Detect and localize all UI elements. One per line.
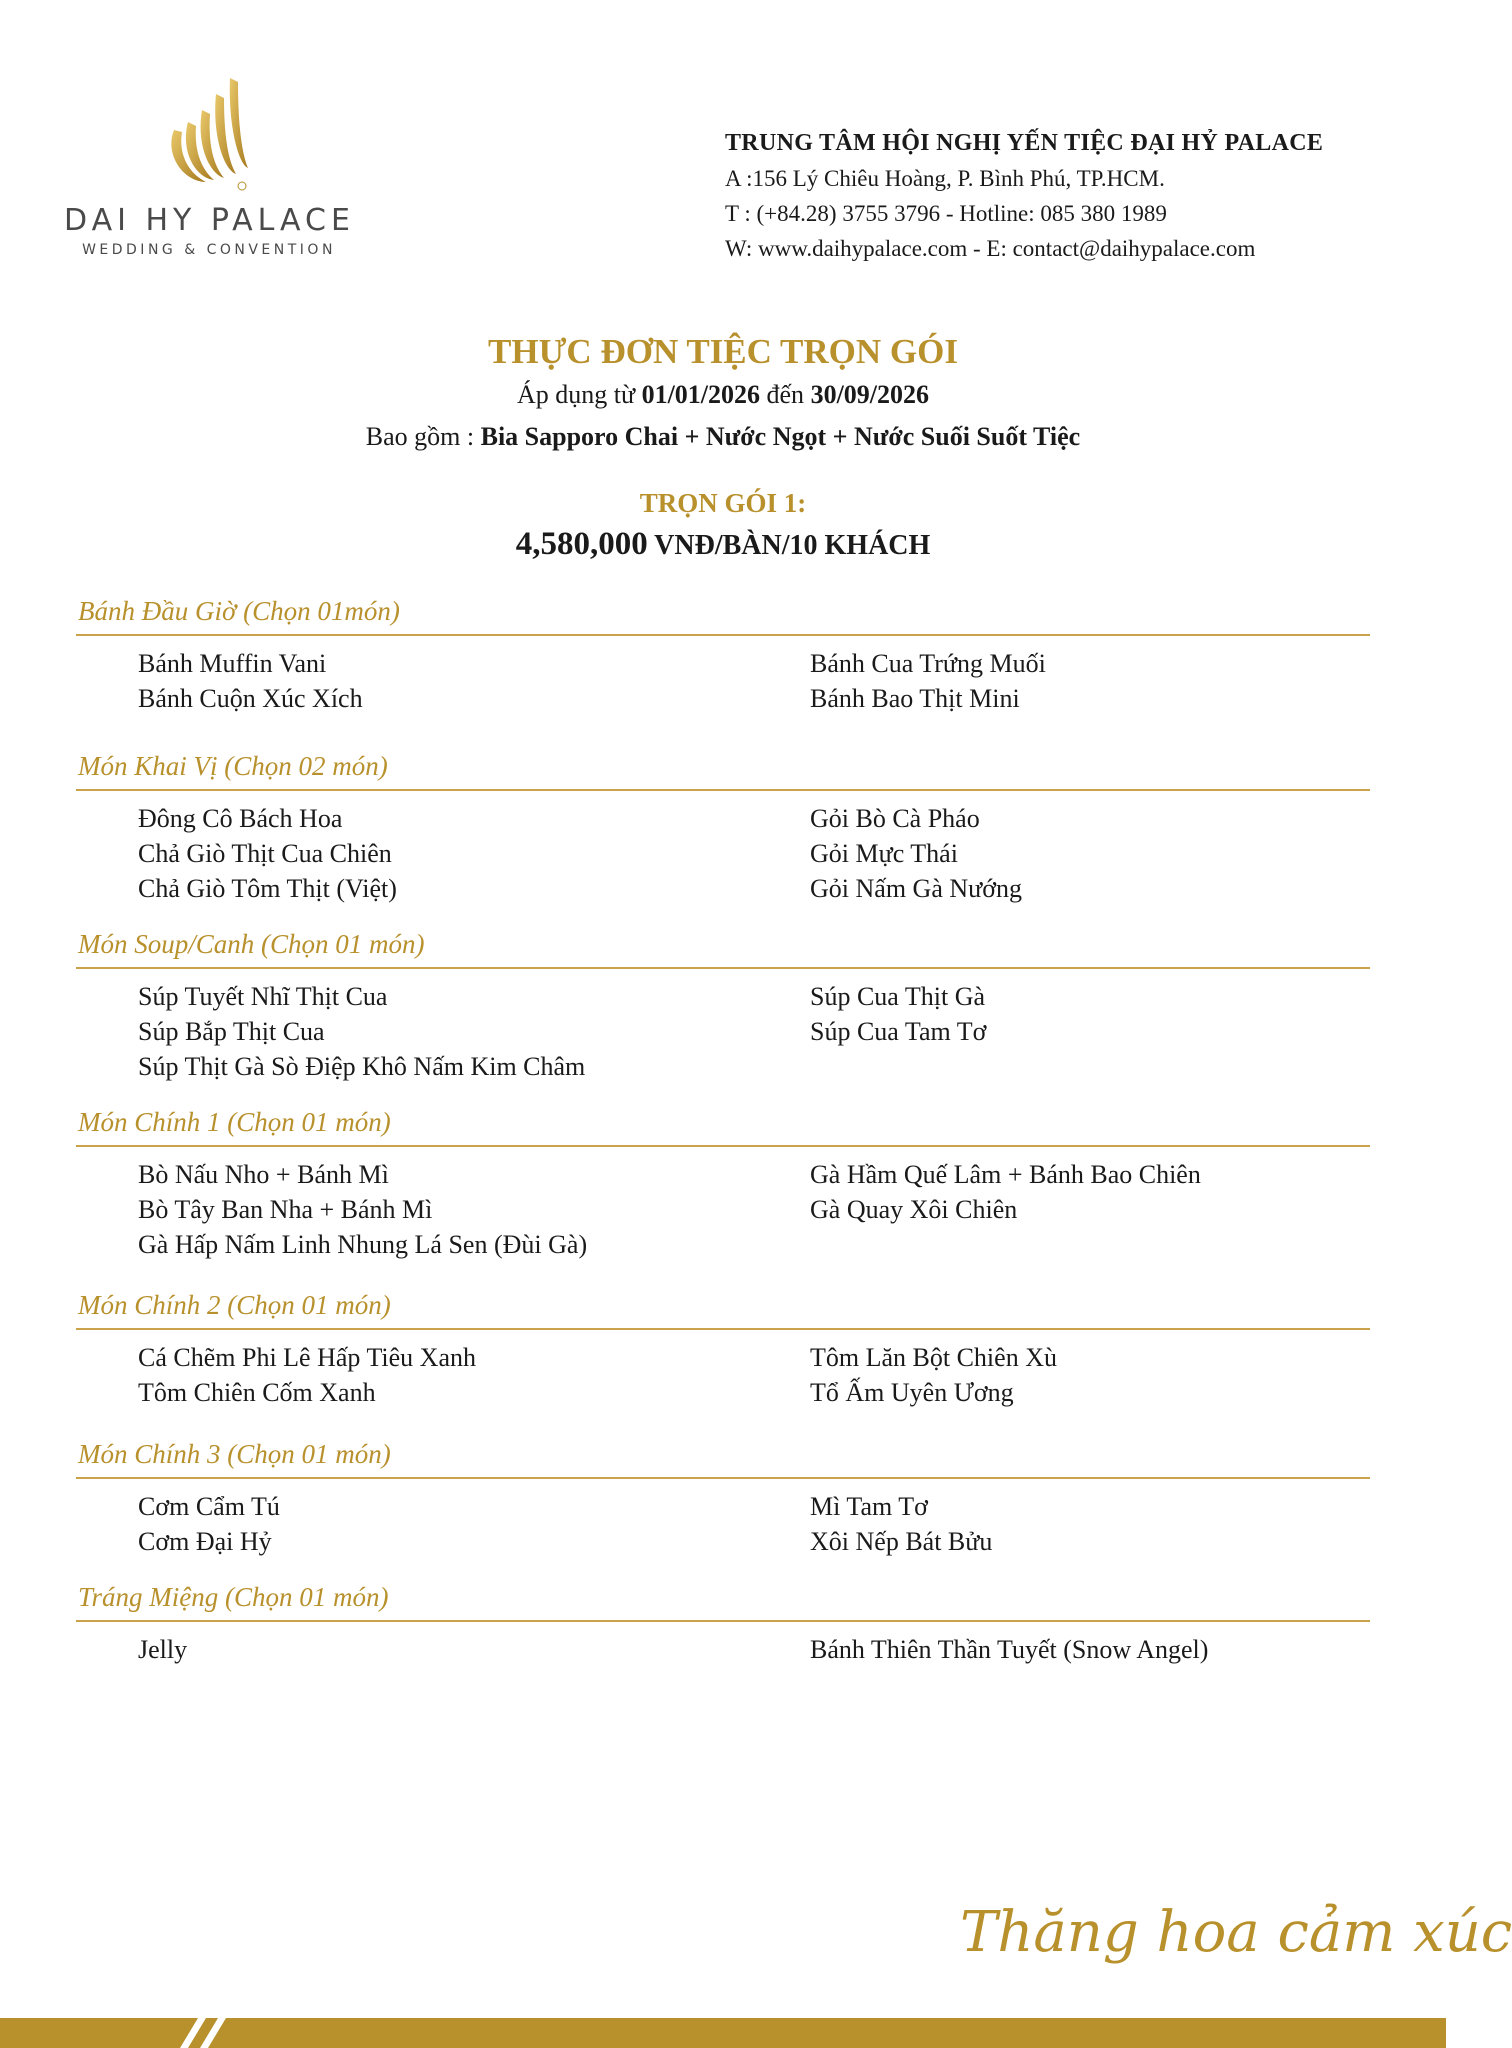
include-prefix: Bao gồm : <box>365 422 481 451</box>
section-items <box>76 1489 1370 1559</box>
menu-item: Jelly <box>138 1635 188 1664</box>
palace-emblem-icon <box>154 70 264 195</box>
menu-item: Súp Thịt Gà Sò Điệp Khô Nấm Kim Châm <box>138 1052 586 1081</box>
footer-stripes <box>0 2018 1446 2048</box>
menu-item: Bò Tây Ban Nha + Bánh Mì <box>138 1195 433 1224</box>
section-divider <box>76 1328 1370 1330</box>
company-name: TRUNG TÂM HỘI NGHỊ YẾN TIỆC ĐẠI HỶ PALACE <box>725 130 1324 156</box>
menu-item: Cơm Đại Hỷ <box>138 1527 272 1556</box>
menu-column-right <box>810 1340 1057 1410</box>
section-heading: Món Khai Vị (Chọn 02 món) <box>78 751 388 781</box>
menu-column-left <box>138 646 363 716</box>
menu-column-right <box>810 646 1046 716</box>
menu-item: Cá Chẽm Phi Lê Hấp Tiêu Xanh <box>138 1343 476 1372</box>
section-items <box>76 1340 1370 1410</box>
section-divider <box>76 634 1370 636</box>
section-heading: Tráng Miệng (Chọn 01 món) <box>78 1582 389 1612</box>
menu-item: Bánh Cuộn Xúc Xích <box>138 684 363 713</box>
menu-section <box>76 1286 1370 1410</box>
menu-item: Gà Hầm Quế Lâm + Bánh Bao Chiên <box>810 1160 1201 1189</box>
package-price <box>0 523 1446 567</box>
menu-column-left <box>138 979 585 1084</box>
menu-column-right <box>810 979 986 1049</box>
apply-prefix: Áp dụng từ <box>516 380 642 409</box>
menu-column-left <box>138 1632 187 1667</box>
menu-item: Bánh Muffin Vani <box>138 649 327 678</box>
price-unit: VNĐ/BÀN/10 KHÁCH <box>647 530 931 561</box>
menu-item: Gỏi Nấm Gà Nướng <box>810 874 1022 903</box>
section-divider <box>76 967 1370 969</box>
menu-item: Tôm Chiên Cốm Xanh <box>138 1378 376 1407</box>
menu-item: Cơm Cẩm Tú <box>138 1492 280 1521</box>
menu-item: Gỏi Bò Cà Pháo <box>810 804 980 833</box>
menu-item: Bò Nấu Nho + Bánh Mì <box>138 1160 389 1189</box>
menu-column-right <box>810 801 1022 906</box>
slogan: Thăng hoa cảm xúc <box>960 1900 1512 1965</box>
menu-item: Súp Bắp Thịt Cua <box>138 1017 325 1046</box>
menu-item: Bánh Bao Thịt Mini <box>810 684 1020 713</box>
price-value: 4,580,000 <box>515 526 648 562</box>
brand-logo <box>64 70 364 270</box>
date-from: 01/01/2026 <box>641 380 761 409</box>
address-line: A :156 Lý Chiêu Hoàng, P. Bình Phú, TP.HCM. <box>725 166 1165 191</box>
section-heading: Món Chính 3 (Chọn 01 món) <box>78 1439 391 1469</box>
menu-item: Bánh Thiên Thần Tuyết (Snow Angel) <box>810 1635 1209 1664</box>
menu-item: Chả Giò Thịt Cua Chiên <box>138 839 392 868</box>
section-items <box>76 646 1370 716</box>
section-divider <box>76 1620 1370 1622</box>
contact-header <box>725 126 1405 266</box>
section-heading: Món Chính 2 (Chọn 01 món) <box>78 1290 391 1320</box>
menu-section <box>76 925 1370 1084</box>
menu-column-right <box>810 1157 1201 1227</box>
menu-item: Súp Cua Tam Tơ <box>810 1017 987 1046</box>
menu-item: Đông Cô Bách Hoa <box>138 804 343 833</box>
menu-section <box>76 592 1370 716</box>
web-email-line: W: www.daihypalace.com - E: contact@daihypalace.com <box>725 236 1256 261</box>
package-name: TRỌN GÓI 1: <box>639 488 807 518</box>
menu-item: Súp Cua Thịt Gà <box>810 982 986 1011</box>
menu-section <box>76 1435 1370 1559</box>
logo-name: DAI HY PALACE <box>64 203 355 238</box>
section-heading: Món Chính 1 (Chọn 01 món) <box>78 1107 391 1137</box>
section-items <box>76 801 1370 906</box>
section-heading: Món Soup/Canh (Chọn 01 món) <box>78 929 425 959</box>
phone-line: T : (+84.28) 3755 3796 - Hotline: 085 380 1989 <box>725 201 1167 226</box>
menu-column-left <box>138 1157 587 1262</box>
include-items: Bia Sapporo Chai + Nước Ngọt + Nước Suối Suốt Tiệc <box>480 422 1081 451</box>
menu-section <box>76 1103 1370 1262</box>
title-block <box>0 330 1446 567</box>
menu-item: Gà Hấp Nấm Linh Nhung Lá Sen (Đùi Gà) <box>138 1230 588 1259</box>
menu-item: Xôi Nếp Bát Bửu <box>810 1527 993 1556</box>
menu-title: THỰC ĐƠN TIỆC TRỌN GÓI <box>488 332 958 371</box>
menu-item: Bánh Cua Trứng Muối <box>810 649 1046 678</box>
menu-column-left <box>138 801 397 906</box>
section-divider <box>76 789 1370 791</box>
menu-item: Tổ Ấm Uyên Ương <box>810 1378 1014 1407</box>
menu-item: Tôm Lăn Bột Chiên Xù <box>810 1343 1057 1372</box>
apply-mid: đến <box>760 380 811 409</box>
includes-line <box>0 416 1446 458</box>
section-items <box>76 1157 1370 1262</box>
menu-column-right <box>810 1489 992 1559</box>
menu-section <box>76 747 1370 906</box>
menu-section <box>76 1578 1370 1667</box>
menu-item: Mì Tam Tơ <box>810 1492 928 1521</box>
menu-column-right <box>810 1632 1208 1667</box>
menu-item: Gà Quay Xôi Chiên <box>810 1195 1018 1224</box>
section-items <box>76 979 1370 1084</box>
menu-column-left <box>138 1340 476 1410</box>
menu-column-left <box>138 1489 280 1559</box>
apply-dates <box>0 374 1446 416</box>
section-divider <box>76 1477 1370 1479</box>
section-divider <box>76 1145 1370 1147</box>
section-heading: Bánh Đầu Giờ (Chọn 01món) <box>78 596 400 626</box>
logo-tagline: WEDDING & CONVENTION <box>82 242 336 258</box>
date-to: 30/09/2026 <box>810 380 930 409</box>
menu-item: Gỏi Mực Thái <box>810 839 958 868</box>
menu-item: Súp Tuyết Nhĩ Thịt Cua <box>138 982 388 1011</box>
menu-item: Chả Giò Tôm Thịt (Việt) <box>138 874 397 903</box>
section-items <box>76 1632 1370 1667</box>
